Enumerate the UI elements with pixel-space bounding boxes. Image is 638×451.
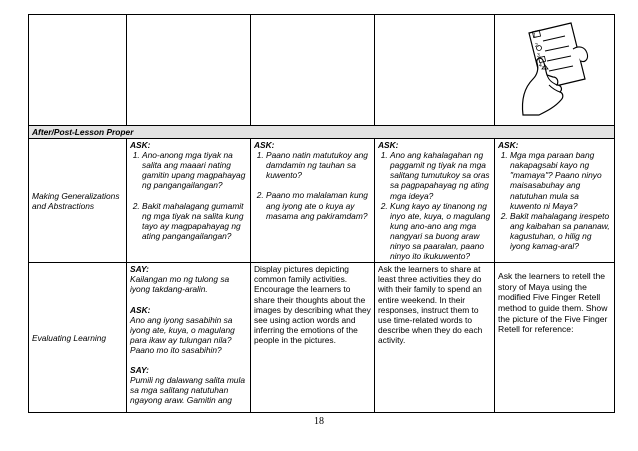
table-cell	[495, 263, 615, 413]
illustration-label: 1.	[533, 33, 538, 39]
cell-text: Kailangan mo ng tulong sa iyong takdang-aralin.	[130, 274, 230, 295]
cell-text: Display pictures depicting common family activities. Encourage the learners to share their thoughts about the images by describing what they see using action words and inferring the emotions of the people in the pictures.	[254, 264, 371, 345]
table-cell	[251, 139, 375, 263]
table-cell	[127, 139, 251, 263]
section-header-row	[29, 126, 615, 139]
table-row	[29, 15, 615, 126]
list-item: 2. Kung kayo ay tinanong ng inyo ate, kuya, o magulang kung ano-ano ang mga nangyari sa buong araw ninyo sa paaralan, paano ninyo ito ikukuwento?	[390, 201, 491, 262]
table-row	[29, 139, 615, 263]
cell-text: Pumili ng dalawang salita mula sa mga salitang natutuhan ngayong araw. Gamitin ang	[130, 375, 245, 406]
cell-lead: ASK:	[498, 140, 519, 151]
list-item: 1. Ano-anong mga tiyak na salita ang maaari nating gamitin upang magpahayag ng pangangailangan?	[142, 150, 247, 190]
list-item: 2. Paano mo malalaman kung ang iyong ate o kuya ay masama ang pakiramdam?	[266, 190, 371, 220]
table-cell	[127, 263, 251, 413]
row-label: Evaluating Learning	[29, 263, 127, 413]
empty-cell	[251, 15, 375, 126]
list-item: 1. Paano natin matutukoy ang damdamin ng tauhan sa kuwento?	[266, 150, 371, 180]
list-item: 1. Mga mga paraan bang nakapagsabi kayo ng "mamaya"? Paano ninyo maisasabuhay ang natutuhan mula sa kuwento ni Maya?	[510, 150, 611, 211]
hand-holding-paper-icon	[503, 19, 607, 119]
illustration-label: 4.	[539, 63, 544, 69]
illustration-label: 2.	[535, 43, 540, 49]
table-cell	[495, 139, 615, 263]
table-cell	[375, 139, 495, 263]
cell-lead: SAY:	[130, 264, 149, 275]
illustration-cell	[495, 15, 615, 126]
page-number: 18	[314, 416, 324, 427]
cell-text: Ask the learners to share at least three activities they do with their family to spend an entire weekend. In their responses, instruct them to use time-related words to describe when they do each activity.	[378, 264, 483, 345]
list-item: 2. Bakit mahalagang gumamit ng mga tiyak na salita kung tayo ay magpapahayag ng ating pangangailangan?	[142, 201, 247, 241]
cell-lead: ASK:	[378, 140, 399, 151]
illustration-label: 3.	[537, 53, 542, 59]
empty-cell	[127, 15, 251, 126]
table-cell	[251, 263, 375, 413]
cell-text: Ano ang iyong sasabihin sa iyong ate, kuya, o magulang para ikaw ay tulungan nila? Paano mo ito sasabihin?	[130, 314, 235, 355]
lesson-plan-table	[28, 14, 615, 413]
cell-text: Ask the learners to retell the story of Maya using the modified Five Finger Retell method to guide them. Show the picture of the Five Finger Retell for reference:	[498, 271, 608, 335]
cell-lead: ASK:	[130, 140, 151, 151]
list-item: 1. Ano ang kahalagahan ng paggamit ng tiyak na mga salitang tumutukoy sa oras sa pagpapahayag ng ating mga ideya?	[390, 150, 491, 200]
row-label: Making Generalizations and Abstractions	[29, 139, 127, 263]
cell-lead: SAY:	[130, 364, 149, 375]
empty-cell	[29, 15, 127, 126]
table-row	[29, 263, 615, 413]
table-cell	[375, 263, 495, 413]
cell-lead: ASK:	[254, 140, 275, 151]
cell-lead: ASK:	[130, 304, 151, 315]
section-header: After/Post-Lesson Proper	[29, 126, 615, 139]
list-item: 2. Bakit mahalagang irespeto ang kaibahan sa pananaw, kagustuhan, o hilig ng iyong kamag-aral?	[510, 211, 611, 251]
empty-cell	[375, 15, 495, 126]
